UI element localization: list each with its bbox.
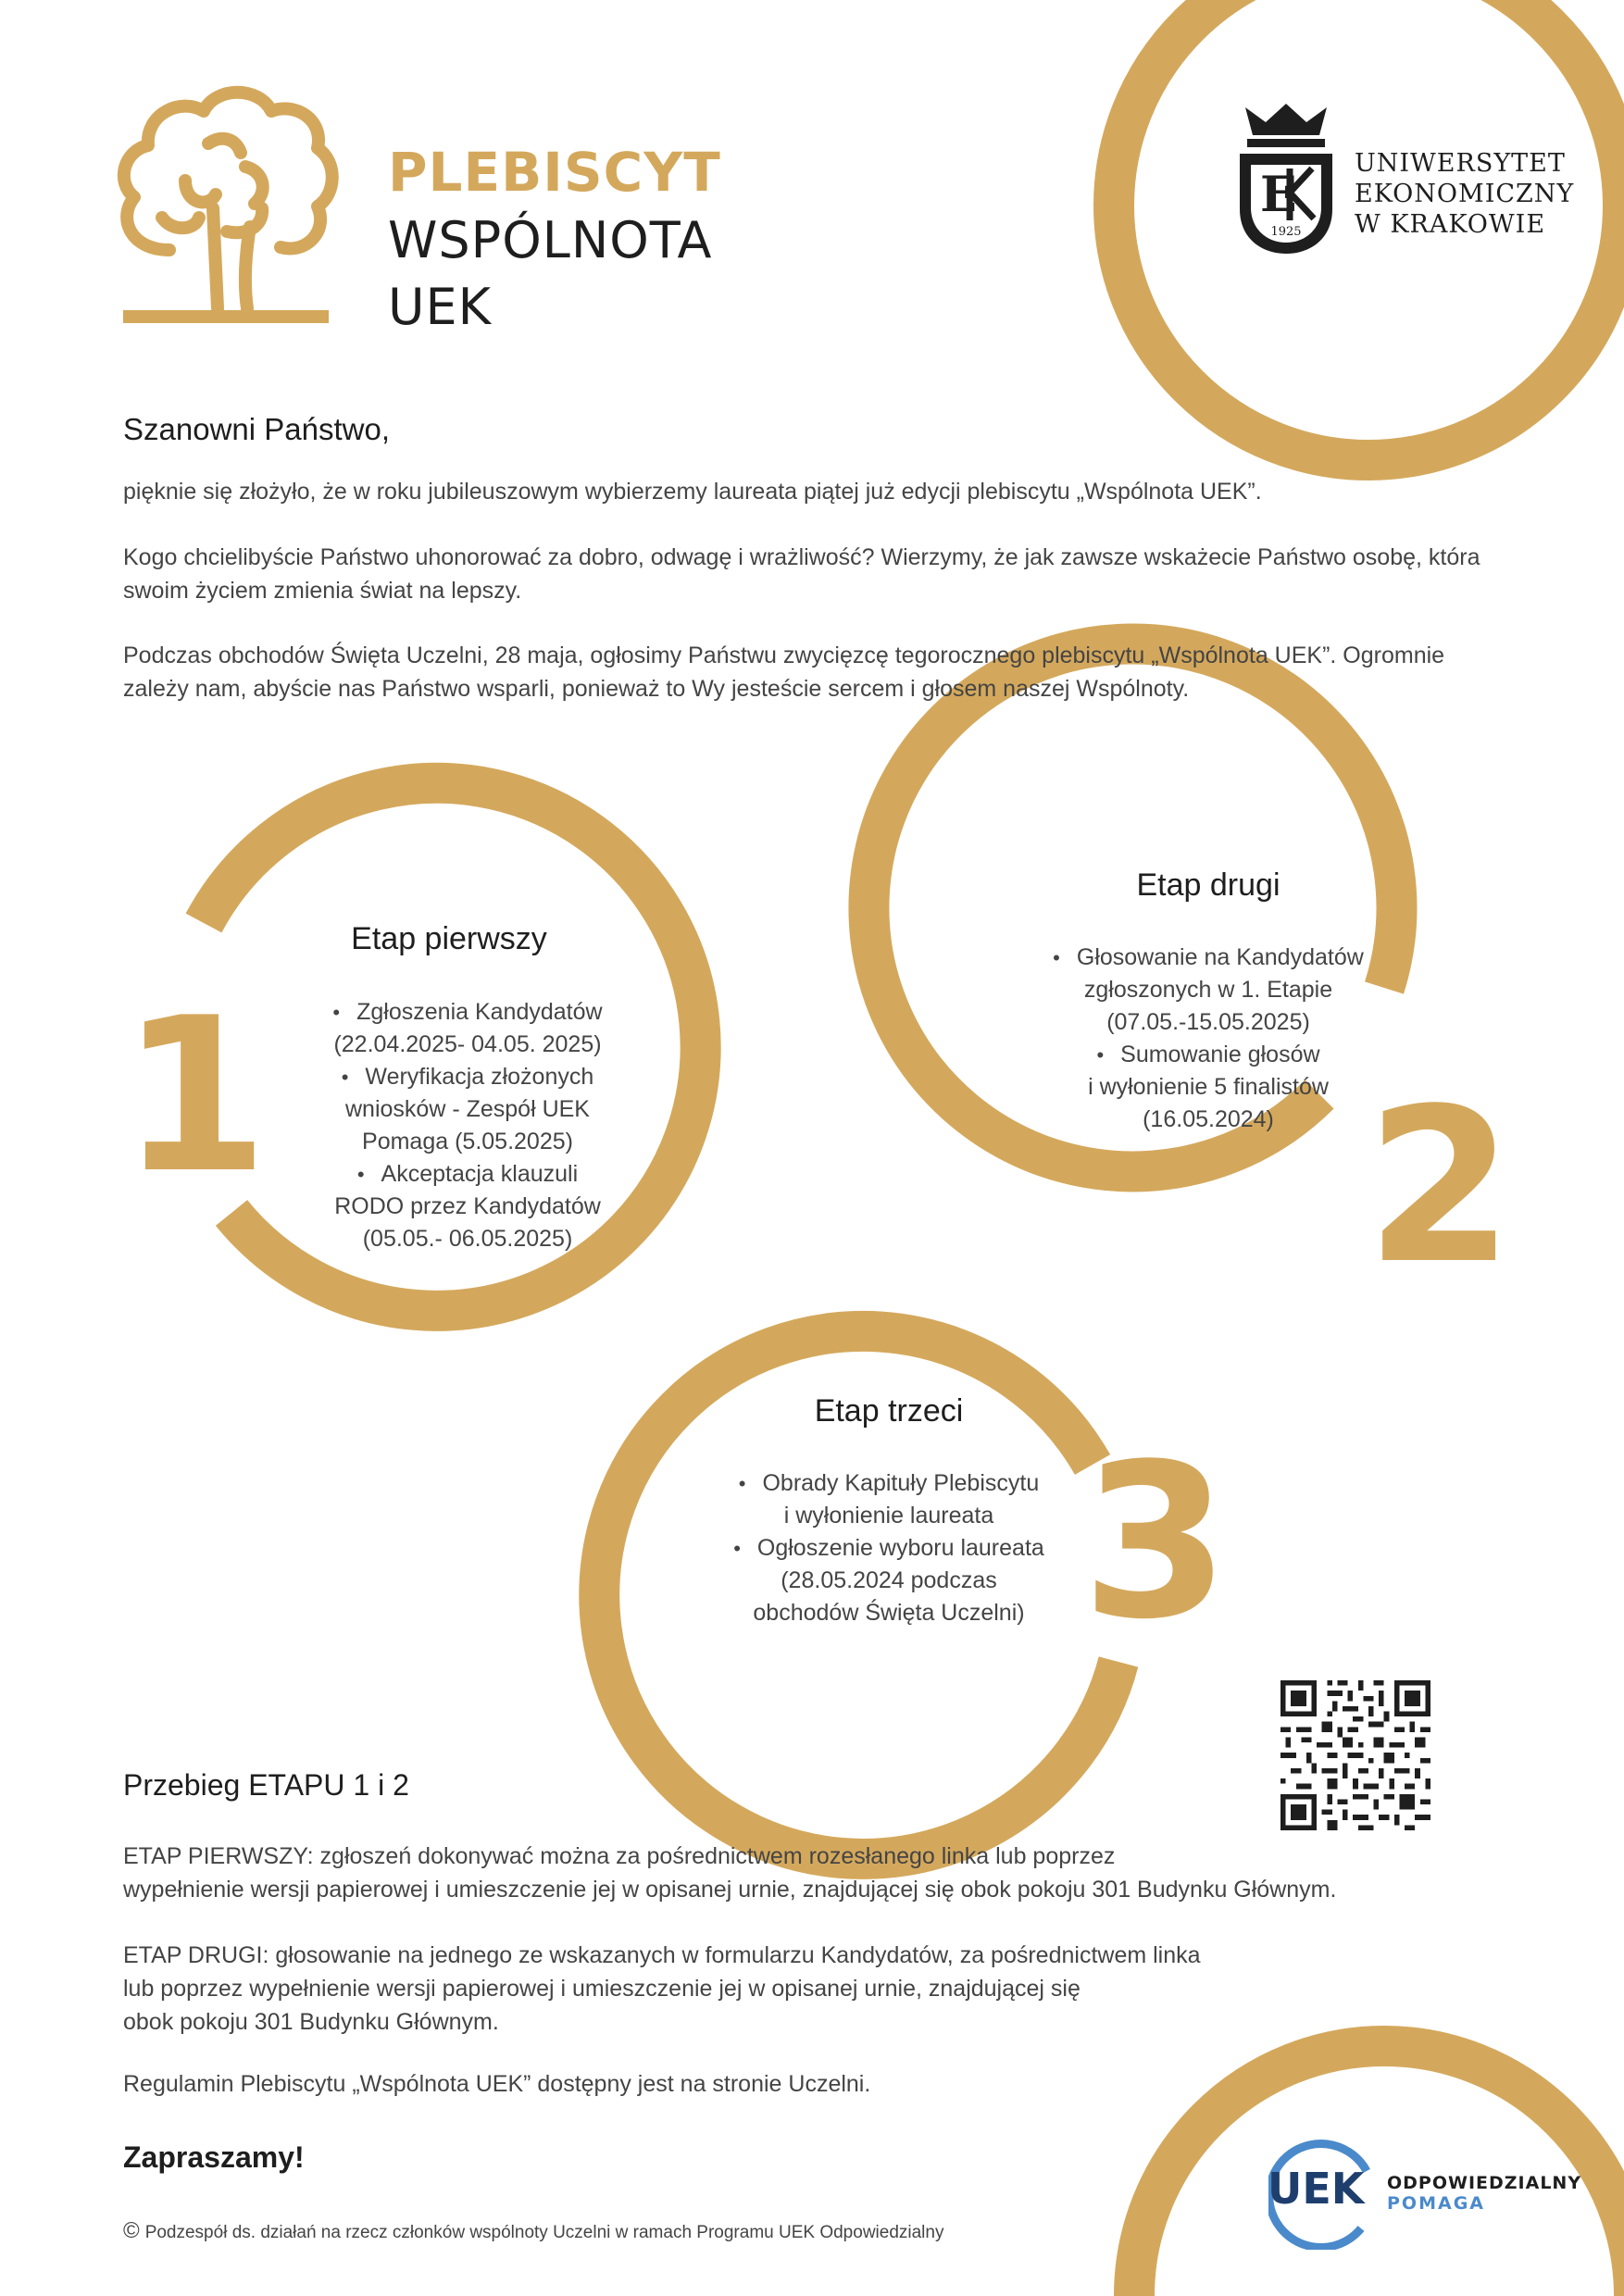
list-item: • Zgłoszenia Kandydatów (22.04.2025- 04.05. 2025) [332,999,603,1057]
letter-paragraph: pięknie się złożyło, że w roku jubileuszowym wybierzemy laureata piątej już edycji plebiscytu „Wspólnota UEK”. [123,479,1262,505]
greeting: Szanowni Państwo, [123,412,390,446]
list-item: • Sumowanie głosów i wyłonienie 5 finalistów (16.05.2024) [1088,1042,1329,1132]
svg-text:E: E [1260,167,1297,223]
logo-title-wspolnota: WSPÓLNOTA [388,211,713,269]
tree-icon [106,79,347,333]
letter-paragraph: Podczas obchodów Święta Uczelni, 28 maja, ogłosimy Państwu zwycięzcę tegorocznego plebiscytu „Wspólnota UEK”. Ogromnie zależy nam, abyście nas Państwo wsparli, ponieważ to Wy jesteście sercem i głosem naszej Wspólnoty. [123,643,1445,702]
stage-list-1 [278,996,657,1255]
university-name-line: UNIWERSYTET [1355,149,1566,178]
stage-list-2 [1028,942,1389,1136]
uek-badge-logo: UEK [1268,2164,1365,2214]
stage-title-2: Etap drugi [1136,867,1280,903]
list-item: • Weryfikacja złożonych wniosków - Zespół UEK Pomaga (5.05.2025) [341,1064,594,1154]
process-title: Przebieg ETAPU 1 i 2 [123,1768,409,1802]
stage-title-1: Etap pierwszy [351,921,547,956]
letter-paragraph: Kogo chcielibyście Państwo uhonorować za dobro, odwagę i wrażliwość? Wierzymy, że jak zawsze wskażecie Państwo osobę, która swoim życiem zmienia świat na lepszy. [123,544,1480,604]
stage-title-3: Etap trzeci [814,1393,964,1429]
qr-code-icon[interactable] [1280,1680,1430,1830]
uek-crest-icon [1236,100,1336,257]
text-line: ETAP PIERWSZY: zgłoszeń dokonywać można za pośrednictwem rozesłanego linka lub poprzez [123,1843,1116,1869]
university-name-line: EKONOMICZNY [1355,180,1575,208]
stage-number-1: 1 [120,973,269,1220]
regulations-text: Regulamin Plebiscytu „Wspólnota UEK” dostępny jest na stronie Uczelni. [123,2071,871,2097]
stage-list-3 [685,1467,1093,1629]
text-line: obok pokoju 301 Budynku Głównym. [123,2009,499,2035]
university-name [1355,148,1574,240]
copyright-icon: © [123,2218,140,2243]
text-line: lub poprzez wypełnienie wersji papierowej i umieszczenie jej w opisanej urnie, znajdującej się [123,1976,1081,2002]
list-item: • Głosowanie na Kandydatów zgłoszonych w 1. Etapie (07.05.-15.05.2025) [1053,944,1364,1035]
logo-title-plebiscyt: PLEBISCYT [388,141,721,204]
crest-year: 1925 [1270,225,1302,239]
process-stage2 [123,1939,1568,2039]
stage-number-2: 2 [1366,1064,1515,1311]
text-line: ETAP DRUGI: głosowanie na jednego ze wskazanych w formularzu Kandydatów, za pośrednictwem linka [123,1942,1201,1968]
text-line: wypełnienie wersji papierowej i umieszczenie jej w opisanej urnie, znajdującej się obok pokoju 301 Budynku Głównym. [123,1877,1337,1903]
footer-text: Podzespół ds. działań na rzecz członków wspólnoty Uczelni w ramach Programu UEK Odpowiedzialny [144,2223,944,2242]
stage-number-3: 3 [1081,1419,1230,1666]
process-stage1 [123,1840,1568,1906]
badge-line-1: ODPOWIEDZIALNY [1387,2173,1582,2193]
footer [123,2218,943,2244]
list-item: • Akceptacja klauzuli RODO przez Kandydatów (05.05.- 06.05.2025) [334,1161,601,1252]
list-item: • Ogłoszenie wyboru laureata (28.05.2024 podczas obchodów Święta Uczelni) [733,1535,1044,1626]
logo-title-uek: UEK [388,278,493,336]
badge-line-2: POMAGA [1387,2193,1485,2214]
university-name-line: W KRAKOWIE [1355,210,1546,239]
closing-text: Zapraszamy! [123,2140,305,2174]
list-item: • Obrady Kapituły Plebiscytu i wyłonienie laureata [738,1470,1040,1529]
